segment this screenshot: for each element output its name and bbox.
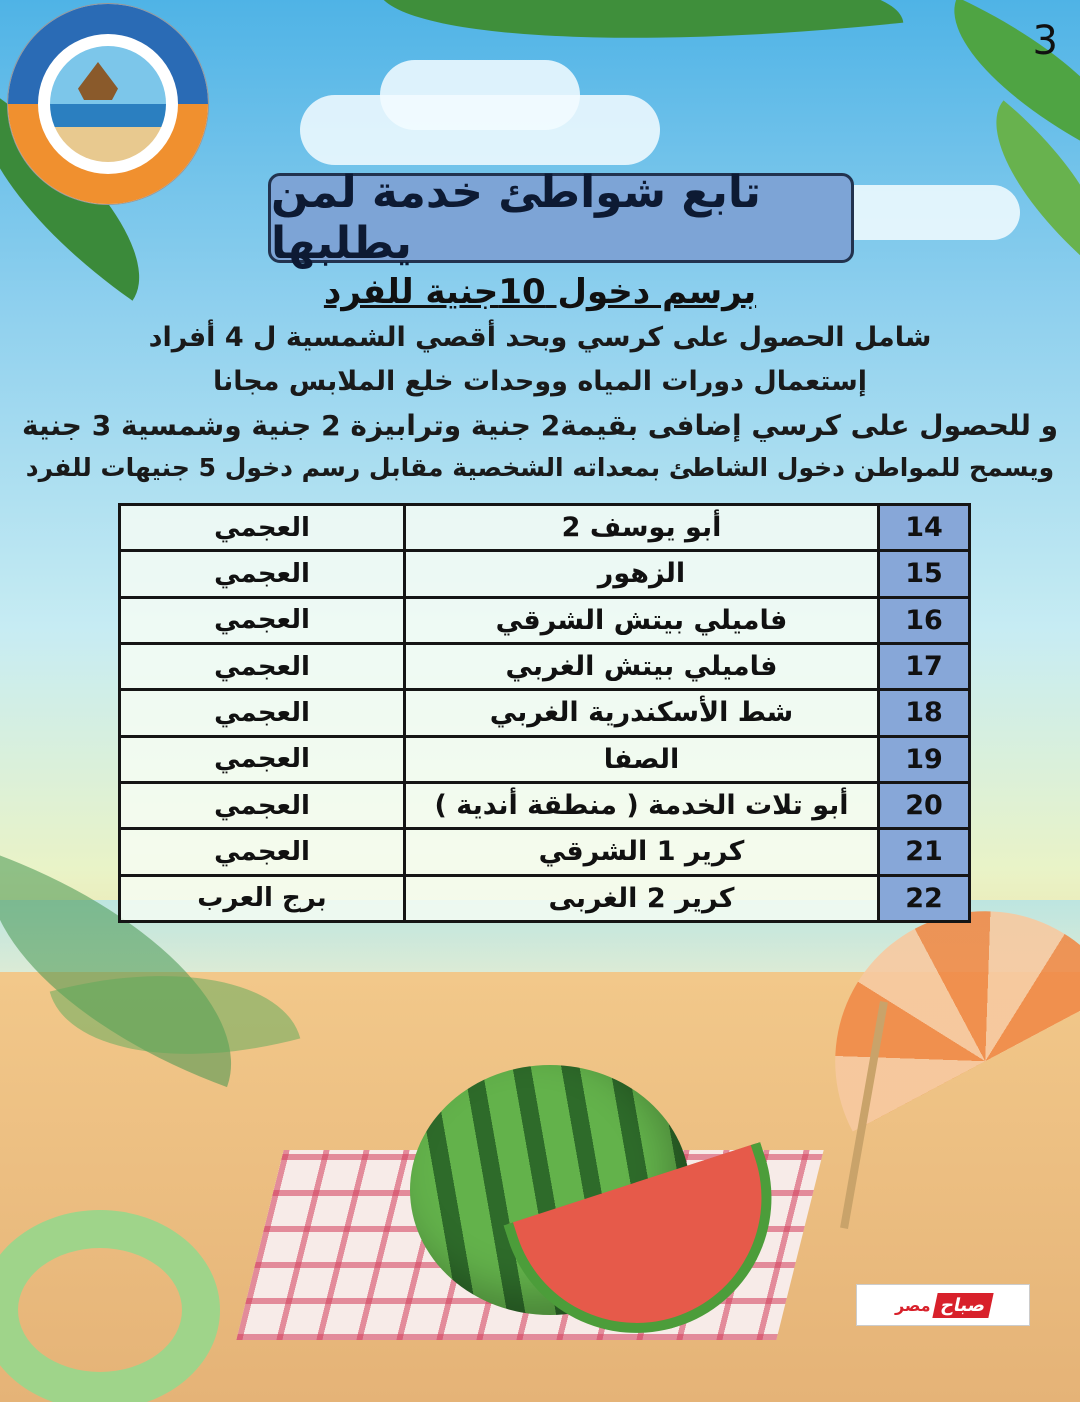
fee-heading: برسم دخول 10جنية للفرد	[323, 272, 757, 312]
table-row	[120, 643, 970, 689]
table-row	[120, 551, 970, 597]
table-row	[120, 736, 970, 782]
table-row	[120, 829, 970, 875]
info-line-4: ويسمح للمواطن دخول الشاطئ بمعداته الشخصية مقابل رسم دخول 5 جنيهات للفرد	[25, 453, 1055, 482]
beach-area: العجمي	[120, 690, 405, 736]
beach-name: كرير 1 الشرقي	[405, 829, 879, 875]
page-title: تابع شواطئ خدمة لمن يطلبها	[271, 167, 761, 269]
beach-number: 19	[879, 736, 970, 782]
beach-area: العجمي	[120, 829, 405, 875]
table-row	[120, 690, 970, 736]
beach-number: 18	[879, 690, 970, 736]
beach-name: فاميلي بيتش الغربي	[405, 643, 879, 689]
beach-number: 16	[879, 597, 970, 643]
info-line-1: شامل الحصول على كرسي وبحد أقصي الشمسية ل 4 أفراد	[148, 322, 932, 353]
table-row	[120, 597, 970, 643]
sabah-masr-watermark	[856, 1284, 1030, 1326]
beach-name: أبو يوسف 2	[405, 505, 879, 551]
beach-area: العجمي	[120, 597, 405, 643]
watermark-secondary: مصر	[894, 1295, 931, 1315]
beach-name: شط الأسكندرية الغربي	[405, 690, 879, 736]
fee-heading-row	[0, 272, 1080, 312]
beach-number: 21	[879, 829, 970, 875]
info-line-3: و للحصول على كرسي إضافى بقيمة2 جنية وترابيزة 2 جنية وشمسية 3 جنية	[21, 409, 1059, 442]
page-number: 3	[1032, 18, 1058, 64]
ministry-logo	[8, 4, 208, 204]
beach-name: كرير 2 الغربى	[405, 875, 879, 921]
table-row	[120, 875, 970, 921]
title-box	[268, 167, 854, 269]
beaches-table	[118, 503, 971, 923]
beach-name: أبو تلات الخدمة ( منطقة أندية )	[405, 782, 879, 828]
table-row	[120, 505, 970, 551]
beach-area: برج العرب	[120, 875, 405, 921]
beach-number: 15	[879, 551, 970, 597]
watermark-main: صباح	[932, 1293, 994, 1318]
beach-area: العجمي	[120, 551, 405, 597]
beach-number: 17	[879, 643, 970, 689]
table-row	[120, 782, 970, 828]
beach-name: الصفا	[405, 736, 879, 782]
beach-number: 22	[879, 875, 970, 921]
beach-number: 20	[879, 782, 970, 828]
beach-area: العجمي	[120, 782, 405, 828]
beach-name: فاميلي بيتش الشرقي	[405, 597, 879, 643]
beach-area: العجمي	[120, 505, 405, 551]
beach-area: العجمي	[120, 643, 405, 689]
beach-name: الزهور	[405, 551, 879, 597]
beach-number: 14	[879, 505, 970, 551]
info-line-2: إستعمال دورات المياه ووحدات خلع الملابس مجانا	[212, 366, 868, 397]
beach-area: العجمي	[120, 736, 405, 782]
